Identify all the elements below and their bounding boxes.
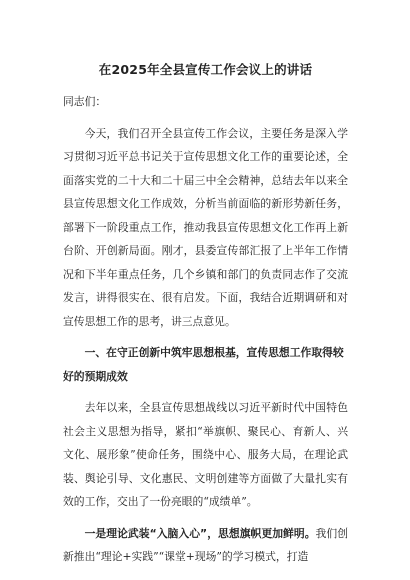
- paragraph-intro: 今天，我们召开全县宣传工作会议，主要任务是深入学习贯彻习近平总书记关于宣传思想文化工作的重要论述，全面落实党的二十大和二十届三中全会精神，总结去年以来全县宣传思想文化工作成效，分析当前面临的新形势新任务，部署下一阶段重点工作，推动我县宣传思想文化工作再上新台阶、开创新局面。刚才，县委宣传部汇报了上半年工作情况和下半年重点任务，几个乡镇和部门的负责同志作了交流发言，讲得很实在、很有启发。下面，我结合近期调研和对宣传思想工作的思考，讲三点意见。: [63, 126, 348, 328]
- paragraph-lead: 一是理论武装“入脑入心”，思想旗帜更加鲜明。: [84, 526, 316, 540]
- paragraph-achievements: 去年以来，全县宣传思想战线以习近平新时代中国特色社会主义思想为指导，紧扣“举旗帜、聚民心、育新人、兴文化、展形象”使命任务，围绕中心、服务大局，在理论武装、舆论引导、文化惠民、文明创建等方面做了大量扎实有效的工作，交出了一份亮眼的“成绩单”。: [63, 401, 348, 508]
- salutation: 同志们：: [63, 95, 107, 108]
- paragraph-theory: [63, 522, 348, 569]
- document-title: 在2025年全县宣传工作会议上的讲话: [98, 62, 313, 77]
- section-heading-1: 一、在守正创新中筑牢思想根基，宣传思想工作取得较好的预期成效: [63, 346, 344, 383]
- paragraph-body: 我们创新推出“理论+实践”“课堂+现场”的学习模式，打造: [63, 526, 348, 563]
